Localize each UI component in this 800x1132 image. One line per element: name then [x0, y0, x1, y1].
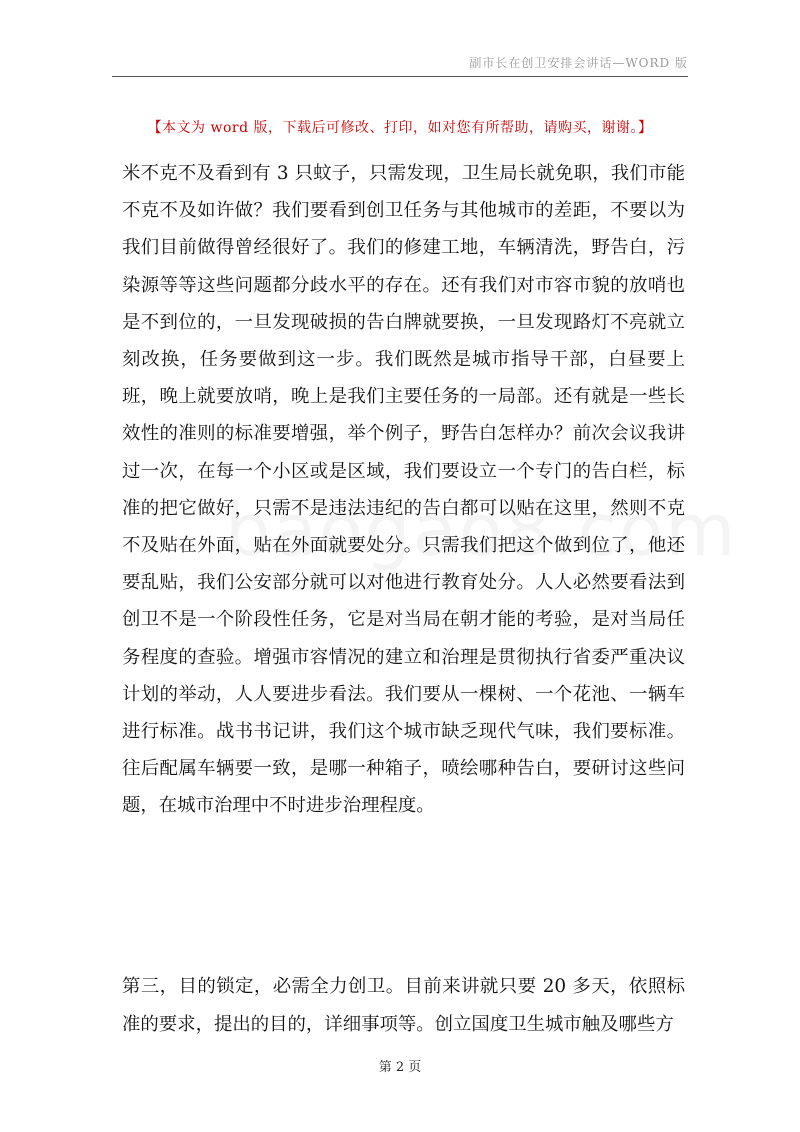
paragraph-2: 第三，目的锁定，必需全力创卫。目前来讲就只要 20 多天，依照标准的要求，提出的目的，详细事项等。创立国度卫生城市触及哪些方: [122, 976, 685, 1035]
header-title: 副市长在创卫安排会讲话—WORD 版: [469, 56, 688, 70]
document-body-section-3: [122, 950, 685, 1061]
page-header: [112, 54, 688, 77]
page-number: 第 2 页: [378, 1060, 422, 1075]
document-body: [122, 155, 685, 825]
purchase-notice: 【本文为 word 版，下载后可修改、打印，如对您有所帮助，请购买，谢谢。】: [147, 120, 653, 136]
paragraph-1: 米不克不及看到有 3 只蚊子，只需发现，卫生局长就免职，我们市能不克不及如许做？我们要看到创卫任务与其他城市的差距，不要以为我们目前做得曾经很好了。我们的修建工地，车辆清洗，野告白，污染源等等这些问题都分歧水平的存在。还有我们对市容市貌的放哨也是不到位的，一旦发现破损的告白牌就要换，一旦发现路灯不亮就立刻改换，任务要做到这一步。我们既然是城市指导干部，白昼要上班，晚上就要放哨，晚上是我们主要任务的一局部。还有就是一些长效性的准则的标准要增强，举个例子，野告白怎样办？前次会议我讲过一次，在每一个小区或是区域，我们要设立一个专门的告白栏，标准的把它做好，只需不是违法违纪的告白都可以贴在这里，然则不克不及贴在外面，贴在外面就要处分。只需我们把这个做到位了，他还要乱贴，我们公安部分就可以对他进行教育处分。人人必然要看法到创卫不是一个阶段性任务，它是对当局在朝才能的考验，是对当局任务程度的查验。增强市容情况的建立和治理是贯彻执行省委严重决议计划的举动，人人要进步看法。我们要从一棵树、一个花池、一辆车进行标准。战书书记讲，我们这个城市缺乏现代气味，我们要标准。往后配属车辆要一致，是哪一种箱子，喷绘哪种告白，要研讨这些问题，在城市治理中不时进步治理程度。: [122, 163, 685, 817]
